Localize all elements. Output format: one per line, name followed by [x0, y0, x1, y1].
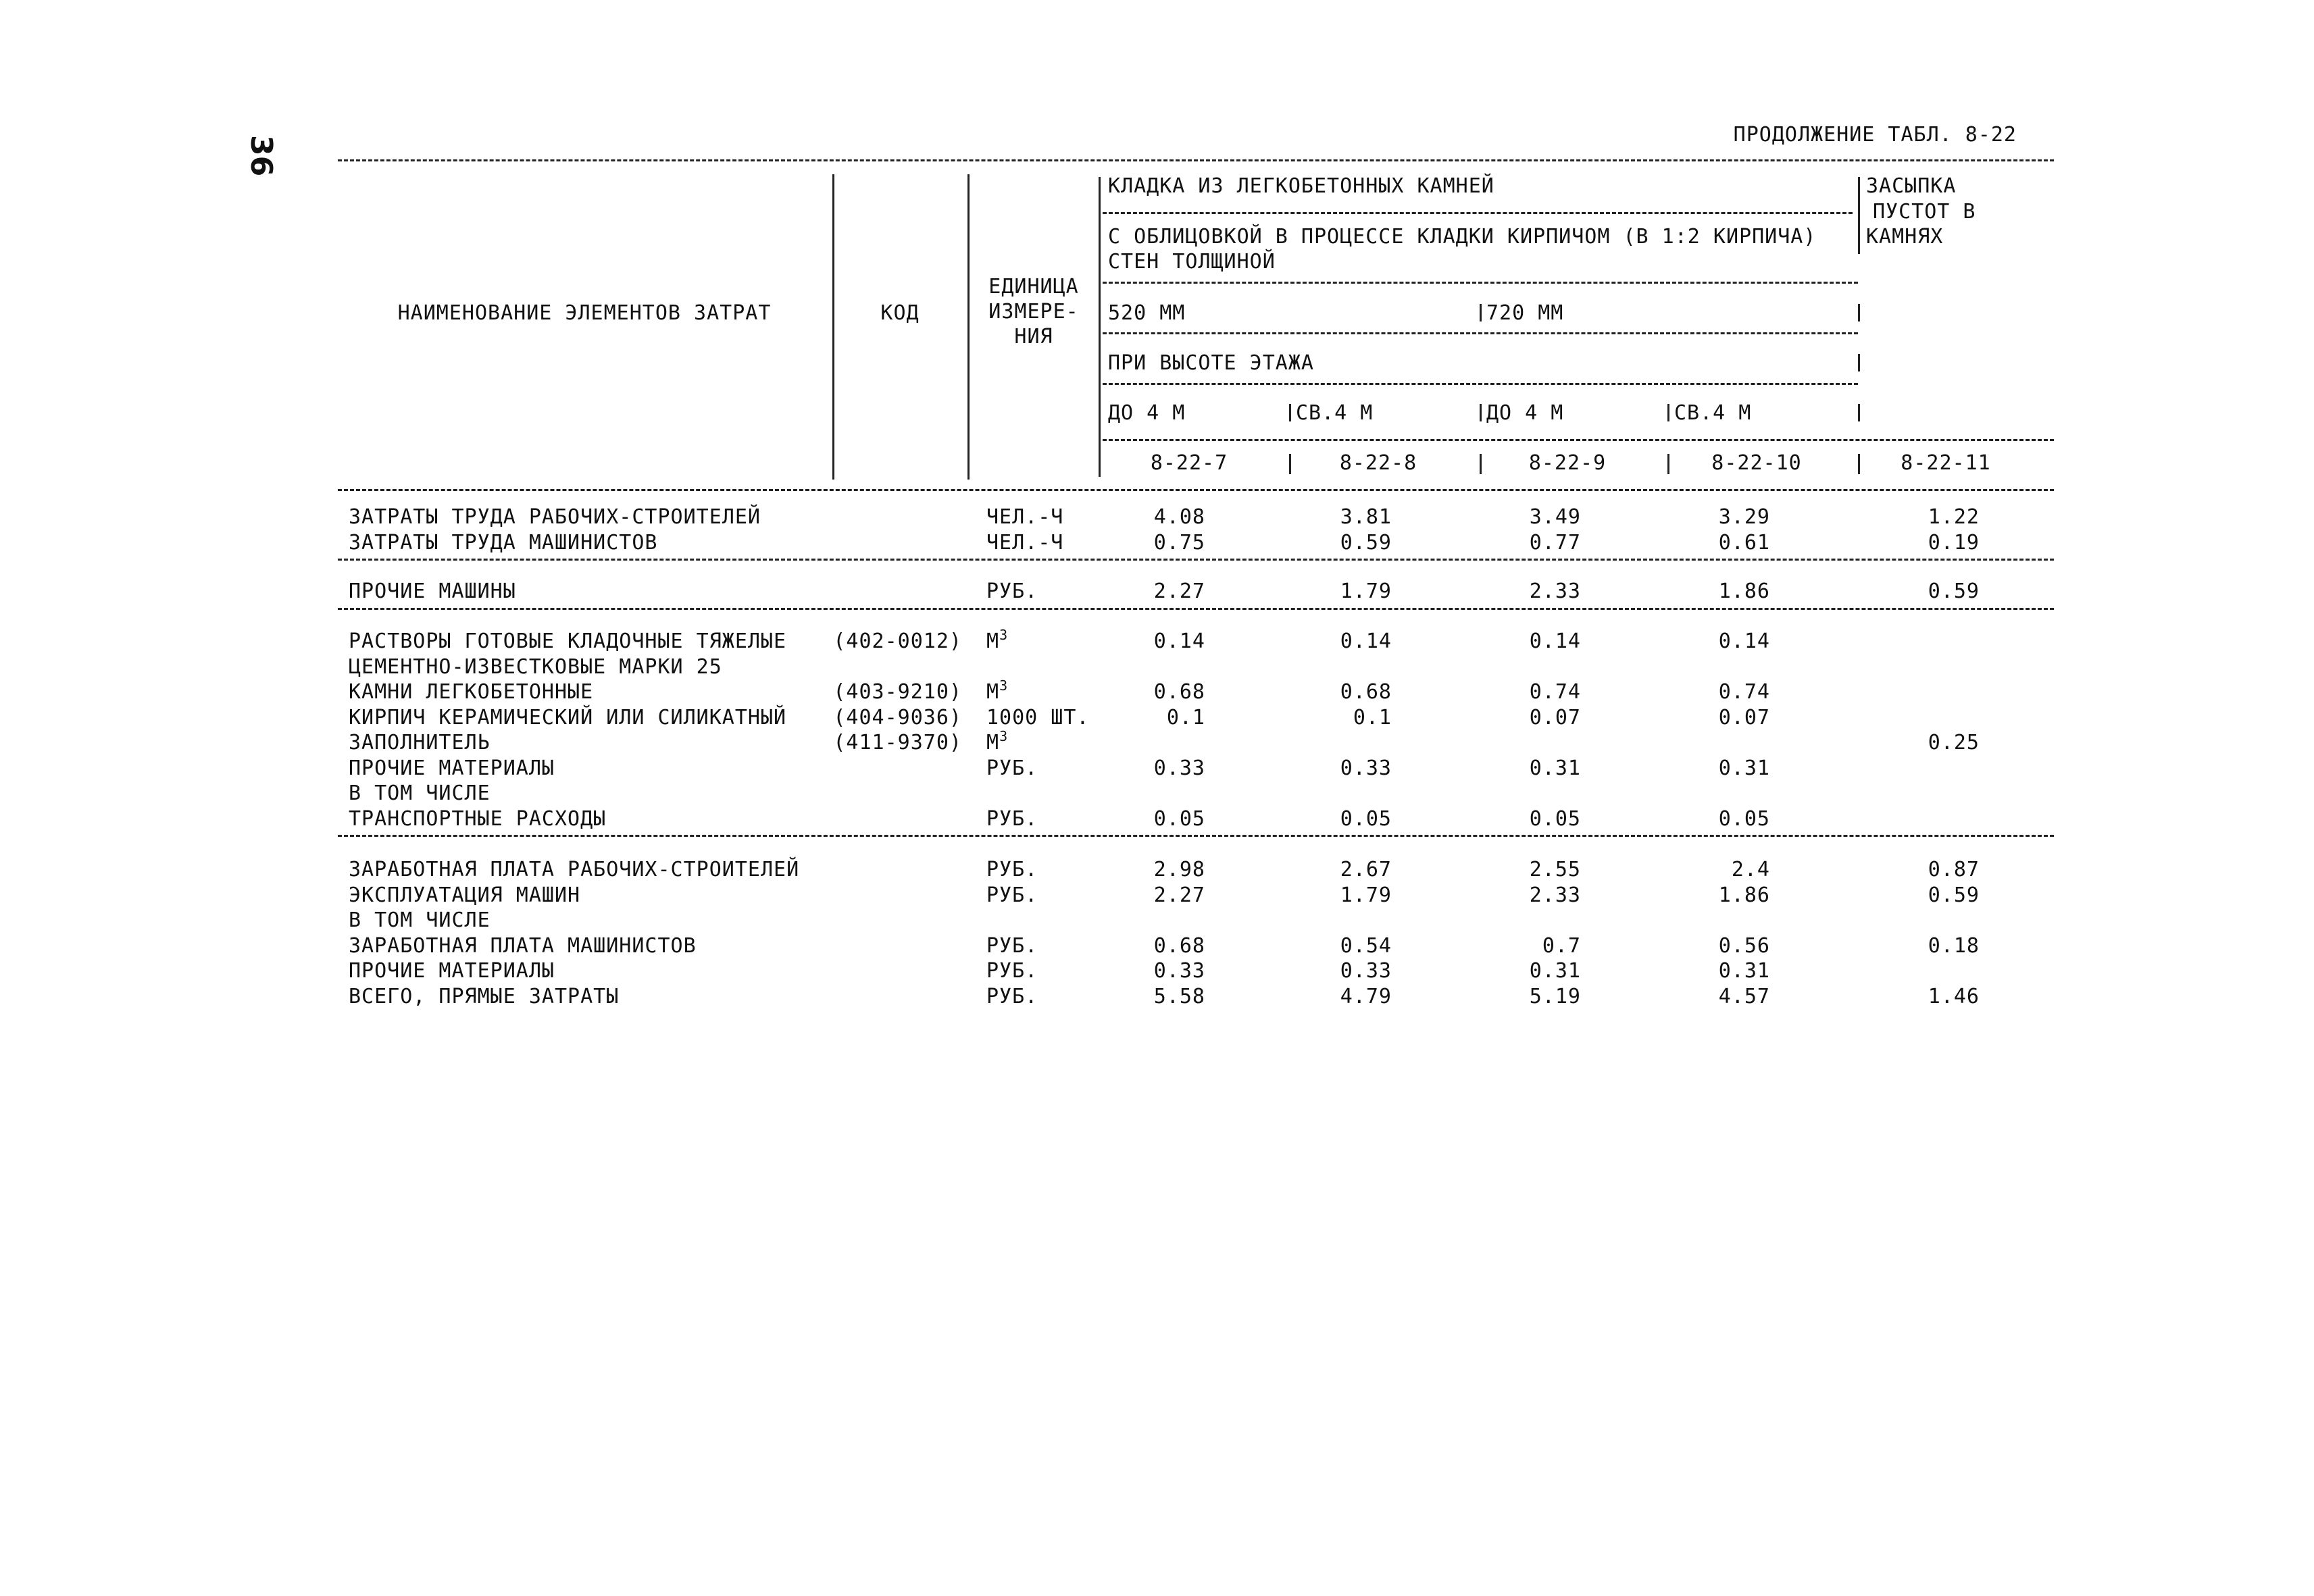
header-col-code-2: 8-22-8 [1339, 451, 1417, 475]
header-top-rule [338, 159, 2054, 161]
header-code: КОД [880, 301, 920, 325]
row-unit: РУБ. [986, 806, 1038, 831]
header-group: КЛАДКА ИЗ ЛЕГКОБЕТОННЫХ КАМНЕЙ [1108, 174, 1494, 198]
row-unit: РУБ. [986, 756, 1038, 780]
row-value: 0.77 [1529, 530, 1581, 555]
row-value: 0.33 [1340, 756, 1392, 780]
row-unit: $М^3$ [986, 728, 1009, 754]
header-col-code-5: 8-22-11 [1901, 451, 1991, 475]
header-vline-unit [967, 174, 970, 480]
header-vline-thickness [1480, 304, 1482, 321]
header-col-code-3: 8-22-9 [1528, 451, 1607, 475]
row-value: 0.56 [1718, 933, 1770, 958]
row-value: 0.07 [1529, 705, 1581, 729]
row-value: 0.31 [1529, 756, 1581, 780]
table-caption: ПРОДОЛЖЕНИЕ ТАБЛ. 8-22 [1733, 123, 2017, 147]
row-value: 0.61 [1718, 530, 1770, 555]
row-value: 2.33 [1529, 580, 1581, 603]
header-vline-floor [1858, 354, 1860, 371]
row-value: 4.57 [1718, 984, 1770, 1008]
row-name: ПРОЧИЕ МАШИНЫ [349, 580, 516, 603]
row-value: 0.05 [1718, 806, 1770, 831]
header-subgroup-line-1: С ОБЛИЦОВКОЙ В ПРОЦЕССЕ КЛАДКИ КИРПИЧОМ (В 1:2 КИРПИЧА) [1108, 225, 1817, 249]
row-value: 3.49 [1529, 505, 1581, 529]
row-value: 2.55 [1529, 858, 1581, 881]
header-fill-line-2: ПУСТОТ В [1873, 200, 1976, 224]
header-fill-line-1: ЗАСЫПКА [1866, 174, 1957, 198]
row-value: 2.27 [1153, 883, 1205, 907]
row-value: 0.07 [1718, 705, 1770, 729]
row-value: 0.54 [1340, 933, 1392, 958]
header-height-3: ДО 4 М [1486, 401, 1564, 425]
row-value: 1.79 [1340, 580, 1392, 603]
row-value: 0.05 [1340, 806, 1392, 831]
row-name: ТРАНСПОРТНЫЕ РАСХОДЫ [349, 806, 607, 831]
row-value: 1.86 [1718, 883, 1770, 907]
row-value: 0.1 [1353, 705, 1392, 729]
row-value: 0.68 [1340, 680, 1392, 704]
row-value: 2.33 [1529, 883, 1581, 907]
row-name: ВСЕГО, ПРЯМЫЕ ЗАТРАТЫ [349, 984, 620, 1008]
row-value: 0.33 [1340, 959, 1392, 983]
header-name: НАИМЕНОВАНИЕ ЭЛЕМЕНТОВ ЗАТРАТ [397, 301, 772, 325]
header-vline-c1 [1289, 454, 1291, 474]
row-name: КАМНИ ЛЕГКОБЕТОННЫЕ [349, 680, 594, 704]
header-vline-h3 [1667, 404, 1669, 421]
header-vline-h2 [1480, 404, 1482, 421]
row-resource-code: (402-0012) [833, 629, 962, 653]
row-value: 0.59 [1928, 883, 1980, 907]
row-value: 1.86 [1718, 580, 1770, 603]
header-height-4: СВ.4 М [1674, 401, 1752, 425]
header-thickness-520: 520 ММ [1108, 301, 1186, 325]
header-rule-2 [1103, 282, 1858, 284]
row-value: 2.98 [1153, 858, 1205, 881]
row-resource-code: (411-9370) [833, 731, 962, 754]
row-value: 1.79 [1340, 883, 1392, 907]
row-value: 3.81 [1340, 505, 1392, 529]
header-col-code-4: 8-22-10 [1711, 451, 1802, 475]
row-value: 0.19 [1928, 530, 1980, 555]
row-unit: 1000 ШТ. [986, 705, 1090, 729]
row-value: 0.74 [1718, 680, 1770, 704]
header-vline-group [1099, 177, 1101, 477]
header-rule-3 [1103, 332, 1858, 334]
row-unit: РУБ. [986, 883, 1038, 907]
header-unit-line-2: ИЗМЕРЕ- [988, 300, 1079, 324]
row-value: 0.31 [1718, 756, 1770, 780]
row-name: В ТОМ ЧИСЛЕ [349, 781, 491, 805]
row-value: 0.14 [1153, 629, 1205, 653]
row-name: ПРОЧИЕ МАТЕРИАЛЫ [349, 959, 555, 983]
row-value: 0.33 [1153, 959, 1205, 983]
header-height-2: СВ.4 М [1296, 401, 1374, 425]
header-thickness-720: 720 ММ [1486, 301, 1564, 325]
header-subgroup-line-2: СТЕН ТОЛЩИНОЙ [1108, 250, 1276, 274]
header-unit-line-1: ЕДИНИЦА [988, 275, 1079, 299]
row-value: 5.58 [1153, 984, 1205, 1008]
row-value: 0.14 [1529, 629, 1581, 653]
row-value: 0.87 [1928, 858, 1980, 881]
row-value: 3.29 [1718, 505, 1770, 529]
section-rule [338, 835, 2054, 837]
row-value: 1.46 [1928, 984, 1980, 1008]
header-bottom-rule [338, 489, 2054, 491]
unit-exponent: 3 [999, 677, 1009, 694]
row-name: В ТОМ ЧИСЛЕ [349, 908, 491, 932]
header-vline-h1 [1289, 404, 1291, 421]
row-value: 0.33 [1153, 756, 1205, 780]
row-name: ЭКСПЛУАТАЦИЯ МАШИН [349, 883, 581, 907]
row-value: 0.18 [1928, 933, 1980, 958]
header-vline-code [832, 174, 834, 480]
unit-exponent: 3 [999, 627, 1009, 643]
row-name: ПРОЧИЕ МАТЕРИАЛЫ [349, 756, 555, 780]
row-resource-code: (403-9210) [833, 680, 962, 704]
row-value: 0.68 [1153, 680, 1205, 704]
row-name: ЗАТРАТЫ ТРУДА РАБОЧИХ-СТРОИТЕЛЕЙ [349, 505, 761, 529]
row-value: 0.31 [1529, 959, 1581, 983]
row-name: ЗАПОЛНИТЕЛЬ [349, 731, 491, 754]
row-value: 0.7 [1542, 933, 1581, 958]
header-floor-height: ПРИ ВЫСОТЕ ЭТАЖА [1108, 351, 1314, 375]
header-rule-1 [1103, 212, 1853, 214]
row-unit: ЧЕЛ.-Ч [986, 530, 1064, 555]
row-value: 0.74 [1529, 680, 1581, 704]
row-name: ЦЕМЕНТНО-ИЗВЕСТКОВЫЕ МАРКИ 25 [349, 654, 722, 679]
row-value: 0.75 [1153, 530, 1205, 555]
header-rule-4 [1103, 383, 1858, 385]
row-value: 0.59 [1340, 530, 1392, 555]
row-unit: РУБ. [986, 933, 1038, 958]
row-value: 2.27 [1153, 580, 1205, 603]
row-unit: $М^3$ [986, 627, 1009, 653]
row-value: 1.22 [1928, 505, 1980, 529]
row-value: 2.4 [1731, 858, 1770, 881]
header-fill-line-3: КАМНЯХ [1866, 225, 1944, 249]
row-value: 0.05 [1153, 806, 1205, 831]
row-value: 0.59 [1928, 580, 1980, 603]
header-unit-line-3: НИЯ [1014, 325, 1053, 349]
row-name: КИРПИЧ КЕРАМИЧЕСКИЙ ИЛИ СИЛИКАТНЫЙ [349, 705, 787, 729]
header-vline-c2 [1480, 454, 1482, 474]
row-name: ЗАРАБОТНАЯ ПЛАТА РАБОЧИХ-СТРОИТЕЛЕЙ [349, 858, 800, 881]
row-unit: $М^3$ [986, 677, 1009, 704]
row-value: 0.31 [1718, 959, 1770, 983]
row-value: 4.79 [1340, 984, 1392, 1008]
header-rule-5 [1103, 439, 2054, 441]
row-value: 5.19 [1529, 984, 1581, 1008]
header-col-code-1: 8-22-7 [1150, 451, 1228, 475]
section-rule [338, 559, 2054, 561]
page-number: 36 [244, 135, 278, 177]
row-name: ЗАТРАТЫ ТРУДА МАШИНИСТОВ [349, 530, 658, 555]
row-value: 0.05 [1529, 806, 1581, 831]
header-vline-520 [1858, 304, 1860, 321]
header-vline-fill [1858, 177, 1860, 254]
row-resource-code: (404-9036) [833, 705, 962, 729]
header-vline-codes [1858, 454, 1860, 474]
row-name: РАСТВОРЫ ГОТОВЫЕ КЛАДОЧНЫЕ ТЯЖЕЛЫЕ [349, 629, 787, 653]
row-name: ЗАРАБОТНАЯ ПЛАТА МАШИНИСТОВ [349, 933, 697, 958]
row-unit: РУБ. [986, 959, 1038, 983]
row-value: 0.14 [1340, 629, 1392, 653]
row-value: 0.68 [1153, 933, 1205, 958]
row-unit: РУБ. [986, 858, 1038, 881]
row-value: 4.08 [1153, 505, 1205, 529]
row-value: 0.25 [1928, 731, 1980, 754]
row-unit: РУБ. [986, 984, 1038, 1008]
header-vline-heights [1858, 404, 1860, 421]
header-vline-c3 [1667, 454, 1669, 474]
row-unit: РУБ. [986, 580, 1038, 603]
unit-exponent: 3 [999, 728, 1009, 744]
row-value: 0.1 [1166, 705, 1205, 729]
row-unit: ЧЕЛ.-Ч [986, 505, 1064, 529]
section-rule [338, 608, 2054, 610]
header-height-1: ДО 4 М [1108, 401, 1186, 425]
row-value: 2.67 [1340, 858, 1392, 881]
row-value: 0.14 [1718, 629, 1770, 653]
